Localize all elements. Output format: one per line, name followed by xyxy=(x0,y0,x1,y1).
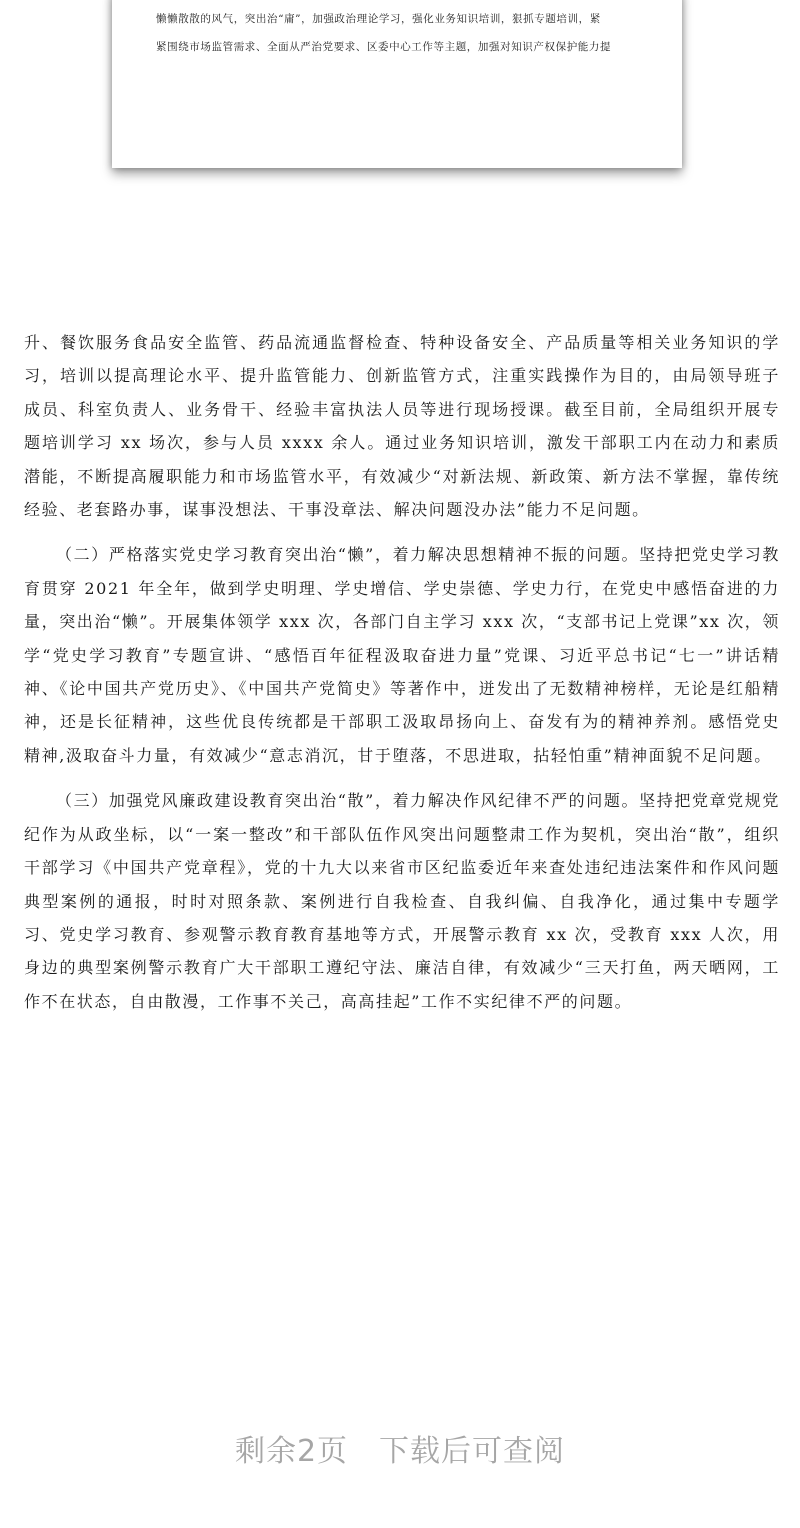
paragraph-section-three: （三）加强党风廉政建设教育突出治“散”，着力解决作风纪律不严的问题。坚持把党章党规党纪作为从政坐标，以“一案一整改”和干部队伍作风突出问题整肃工作为契机，突出治“散”，组织干部学习《中国共产党章程》，党的十九大以来省市区纪监委近年来查处违纪违法案件和作风问题典型案例的通报，时时对照条款、案例进行自我检查、自我纠偏、自我净化，通过集中专题学习、党史学习教育、参观警示教育教育基地等方式，开展警示教育 xx 次，受教育 xxx 人次，用身边的典型案例警示教育广大干部职工遵纪守法、廉洁自律，有效减少“三天打鱼，两天晒网，工作不在状态，自由散漫，工作事不关己，高高挂起”工作不实纪律不严的问题。 xyxy=(24,791,780,1011)
preview-text-line: 紧围绕市场监管需求、全面从严治党要求、区委中心工作等主题，加强对知识产权保护能力提 xyxy=(156,41,612,53)
preview-text-line: 懒懒散散的风气，突出治“庸”，加强政治理论学习，强化业务知识培训，狠抓专题培训，紧 xyxy=(156,13,601,25)
paragraph-section-two: （二）严格落实党史学习教育突出治“懒”，着力解决思想精神不振的问题。坚持把党史学习教育贯穿 2021 年全年，做到学史明理、学史增信、学史崇德、学史力行，在党史中感悟奋进的力量，突出治“懒”。开展集体领学 xxx 次，各部门自主学习 xxx 次，“支部书记上党课”xx 次，领学“党史学习教育”专题宣讲、“感悟百年征程汲取奋进力量”党课、习近平总书记“七一”讲话精神、《论中国共产党历史》、《中国共产党简史》等著作中，迸发出了无数精神榜样，无论是红船精神，还是长征精神，这些优良传统都是干部职工汲取昂扬向上、奋发有为的精神养剂。感悟党史精神,汲取奋斗力量，有效减少“意志消沉，甘于堕落，不思进取，拈轻怕重”精神面貌不足问题。 xyxy=(24,545,780,765)
paragraph-continuation: 升、餐饮服务食品安全监管、药品流通监督检查、特种设备安全、产品质量等相关业务知识的学习，培训以提高理论水平、提升监管能力、创新监管方式，注重实践操作为目的，由局领导班子成员、科室负责人、业务骨干、经验丰富执法人员等进行现场授课。截至目前，全局组织开展专题培训学习 xx 场次，参与人员 xxxx 余人。通过业务知识培训，激发干部职工内在动力和素质潜能，不断提高履职能力和市场监管水平，有效减少“对新法规、新政策、新方法不掌握，靠传统经验、老套路办事，谋事没想法、干事没章法、解决问题没办法”能力不足问题。 xyxy=(24,333,780,520)
document-body xyxy=(24,326,780,1018)
document-preview-card xyxy=(112,0,682,168)
remaining-pages-notice[interactable]: 剩余2页 下载后可查阅 xyxy=(234,1434,566,1469)
